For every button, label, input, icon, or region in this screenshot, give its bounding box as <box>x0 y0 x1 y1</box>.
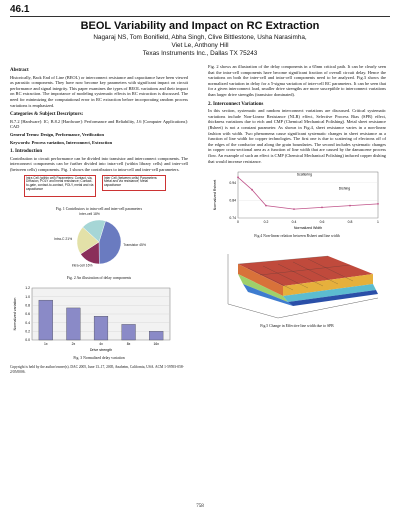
authors-line-1: Nagaraj NS, Tom Bonifield, Abha Singh, Clive Bittlestone, Usha Narasimha, <box>93 34 307 41</box>
line-ytick-label: 0.84 <box>229 198 236 203</box>
pie-slice-label: Intra-C 21% <box>54 236 73 241</box>
paper-title: BEOL Variability and Impact on RC Extraction <box>80 20 320 32</box>
bar-xtick-label: 2x <box>71 341 76 346</box>
bar-ytick-label: 0.8 <box>25 303 30 308</box>
line-point <box>237 177 239 179</box>
figure-3 <box>10 284 188 354</box>
figure-2 <box>10 212 188 274</box>
bar-ytick-label: 0.0 <box>25 337 30 342</box>
bar <box>122 324 136 340</box>
intro-heading: 1. Introduction <box>10 149 43 155</box>
right-column <box>208 64 386 329</box>
line-annotation-scattering: Scattering <box>296 172 313 177</box>
bar <box>39 300 53 340</box>
page-number: 46.1 <box>10 4 30 15</box>
section-2-heading: 2. Interconnect Variations <box>208 101 264 107</box>
line-ytick-label: 0.94 <box>229 180 236 185</box>
line-annotation-dishing: Dishing <box>338 186 351 191</box>
fig1-box-inter: Inter Cell (between cells) Parameters: Metal and via resistance; Metal capacitance <box>102 175 166 191</box>
header-rule <box>10 16 390 17</box>
surface-mesh <box>238 256 378 306</box>
fig4-caption: Fig.4 Non-linear relation between Rsheet and line width <box>254 234 340 239</box>
bar-xtick-label: 8x <box>126 341 131 346</box>
right-text-1: Fig. 2 shows an illustration of the delay components in a 65nm critical path. It can be clearly seen that the intra-cell components have become significant fraction of overall circuit delay. Hence the variations on both the inter-cell and intra-cell components need to be analyzed. Fig.3 shows the normalized variation in delay for a 5-sigma variation of inter-cell RC parameters. It can be seen that for a given interconnect load, smaller drive strengths are more susceptible to interconnect variations than larger drive strengths (transistor dominated). <box>208 64 386 97</box>
figure-5 <box>208 244 386 322</box>
line-xtick-label: 1 <box>377 220 379 225</box>
pie-chart <box>10 212 188 274</box>
surface-plot <box>208 244 386 322</box>
line-point <box>265 205 267 207</box>
abstract-heading: Abstract <box>10 68 29 73</box>
bar <box>94 316 108 340</box>
fig1-caption: Fig. 1 Contributors to intra-cell and inter-cell parameters <box>55 206 143 211</box>
line-xtick-label: 0.4 <box>291 220 297 225</box>
fig2-caption: Fig. 2 An illustration of delay components <box>66 276 132 281</box>
bar-ytick-label: 0.2 <box>25 329 30 334</box>
line-xtick-label: 0.2 <box>263 220 269 225</box>
line-point <box>377 203 379 205</box>
bar-xlabel: Drive strength <box>89 347 113 352</box>
line-chart <box>208 166 386 232</box>
general-terms: General Terms: Design, Performance, Verification <box>10 131 104 137</box>
line-point <box>251 189 253 191</box>
bar-xtick-label: 16x <box>153 341 159 346</box>
figure-4 <box>208 166 386 232</box>
line-ytick-label: 0.74 <box>229 216 236 221</box>
line-point <box>349 205 351 207</box>
bar <box>149 331 163 340</box>
categories-heading: Categories & Subject Descriptors: <box>10 112 84 118</box>
fig3-caption: Fig. 3 Normalized delay variation <box>73 355 125 360</box>
line-ylabel: Normalized Rsheet <box>213 179 217 211</box>
pie-slice-label: Inter-cell 18% <box>79 212 100 217</box>
bar-xtick-label: 1x <box>44 341 48 346</box>
bar-ytick-label: 1.2 <box>25 285 30 290</box>
bar-ylabel: Normalized variation <box>13 297 17 331</box>
page-footer-number: 758 <box>196 504 204 509</box>
bar-ytick-label: 1.0 <box>25 294 30 299</box>
intro-text: Contribution to circuit performance can be divided into transistor and interconnect components. The interconnect components can be further divided into intra-cell (within library cells) and inter-cell (between cells) components. Fig. 1 shows the contributors to intra-cell and inter-cell parameters. <box>10 155 188 172</box>
bar-ytick-label: 0.6 <box>25 311 30 316</box>
fig5-caption: Fig.5 Change in Effective line width due to SPB <box>260 323 334 328</box>
left-column <box>10 64 188 374</box>
bar-ytick-label: 0.4 <box>25 320 30 325</box>
section-2-text: In this section, systematic and random interconnect variations are discussed. Critical systematic variations include Non-Linear Resistance (NLR) effect, Selective Process Bias (SPB) effect, thickness variations due to etch and CMP (Chemical Mechanical Polishing). Metal sheet resistance (Rsheet) is not a constant parameter. As shown in Fig.4, sheet resistance varies in a non-linear fashion with width. Two phenomena cause significant systematic changes in sheet resistance as a function of line width for copper technologies. The first one is due to scattering of electrons off of the edges of the conductor and along the grain boundaries. The second includes systematic changes in copper cross-sectional area as a function of line width that are caused by the damascene process flow. An example of such an effect is CMP (Chemical Mechanical Polishing) induced copper dishing that would increase resistance. <box>208 108 386 164</box>
line-xtick-label: 0.8 <box>347 220 353 225</box>
categories-text: B.7.2 [Hardware]: IC; B.8.2 [Hardware]: Performance and Reliability, J.6 [Computer Applications]: CAD <box>10 118 188 130</box>
line-point <box>293 208 295 210</box>
pie-slice-label: Intra-cell 16% <box>71 263 93 268</box>
line-xlabel: Normalized Width <box>293 226 323 231</box>
bar-xtick-label: 4x <box>99 341 103 346</box>
pie-slice-label: Transistor 45% <box>123 243 146 248</box>
bar <box>67 308 81 340</box>
line-xtick-label: 0.6 <box>319 220 325 225</box>
bar-chart <box>10 284 188 354</box>
copyright-footnote: Copyright is held by the author/owner(s). DAC 2005, June 13–17, 2005, Anaheim, California, USA. ACM 1-59593-058-2/05/0006. <box>10 365 184 374</box>
fig1-box-intra: Intra Cell (within cell) Parameters: Contact, via, Diffusion, POLY and metal resistance; Contact-to-gate, contact-to-contact, POLY, metal and via capacitance <box>24 175 96 197</box>
keywords: Keywords: Process variation, Interconnect, Extraction <box>10 139 113 145</box>
line-point <box>321 207 323 209</box>
authors-line-2: Viet Le, Anthony Hill <box>171 42 229 49</box>
line-plot-area <box>238 172 378 218</box>
figure-1 <box>10 175 188 205</box>
line-xtick-label: 0 <box>237 220 239 225</box>
abstract-text: Historically, Back End of Line (BEOL) or interconnect resistance and capacitance have been viewed as parasitic components. They have now become key parameters with significant impact on circuit performance and signal integrity. This paper examines the types of BEOL variations and their impact on RC extraction. The importance of modeling systematic effects in RC extraction is discussed. The need for minimizing the computational error in RC extraction before incorporating random process variations is emphasized. <box>10 74 188 108</box>
affiliation: Texas Instruments Inc., Dallas TX 75243 <box>142 50 258 57</box>
authors-block <box>30 34 370 58</box>
